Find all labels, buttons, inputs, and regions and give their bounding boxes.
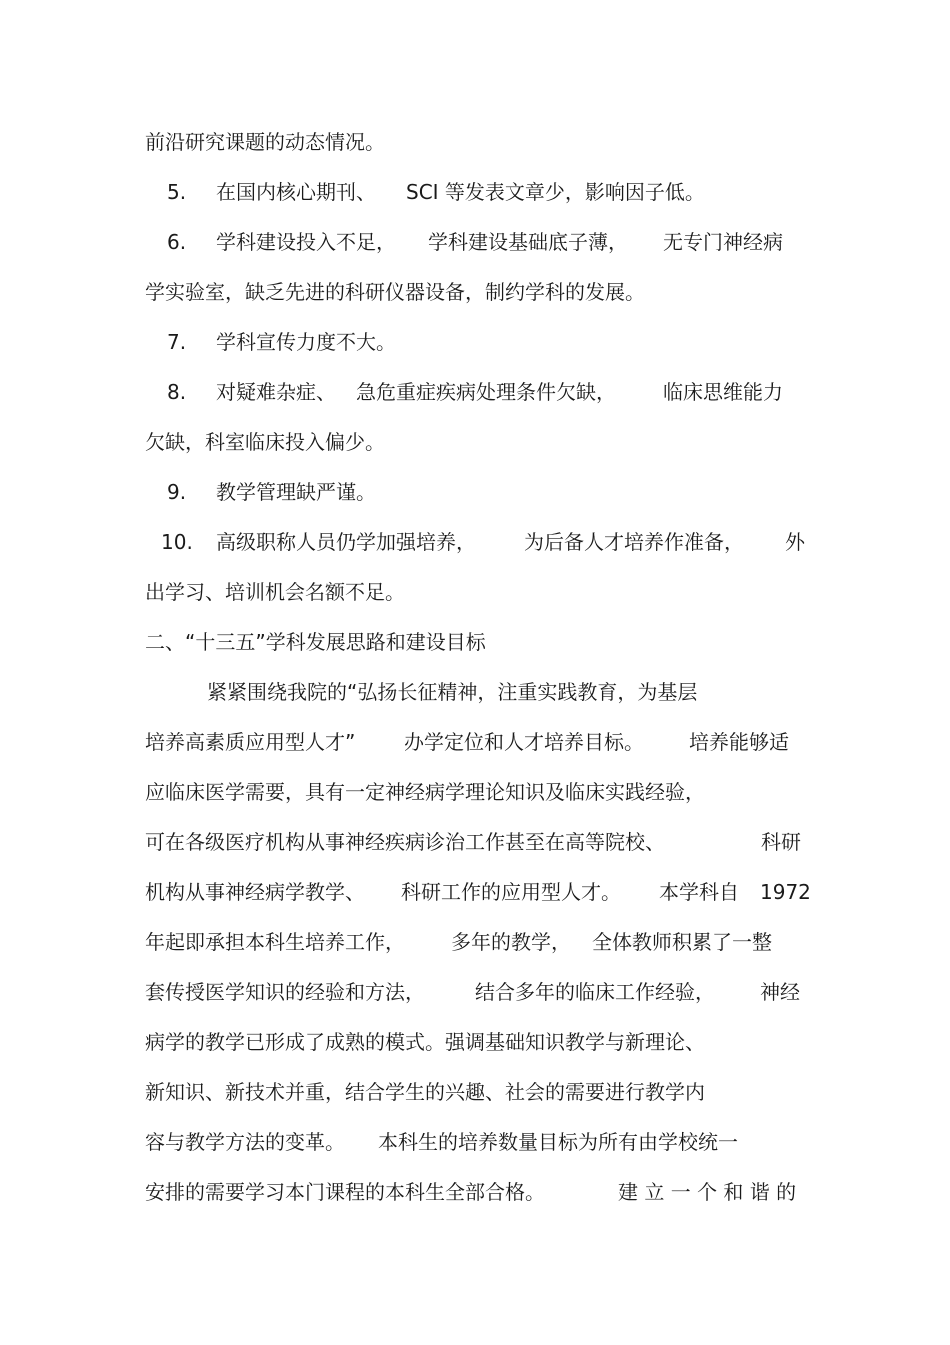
text: 机构从事神经病学教学、 <box>145 880 365 904</box>
text-line <box>145 778 815 806</box>
text: 科研 <box>761 830 801 854</box>
text-line <box>145 828 815 856</box>
text: 本科生的培养数量目标为所有由学校统一 <box>378 1130 738 1154</box>
item-number: 9. <box>167 480 187 504</box>
text-line <box>145 128 815 156</box>
text-line <box>145 928 815 956</box>
list-item <box>145 378 815 406</box>
text-line <box>145 1178 815 1206</box>
text: 培养能够适 <box>689 730 789 754</box>
item-number: 10. <box>161 530 193 554</box>
text: 结合多年的临床工作经验， <box>475 980 715 1004</box>
text: 欠缺，科室临床投入偏少。 <box>145 430 385 454</box>
text: 前沿研究课题的动态情况。 <box>145 130 385 154</box>
text: 学实验室，缺乏先进的科研仪器设备，制约学科的发展。 <box>145 280 645 304</box>
text: 为后备人才培养作准备， <box>524 530 744 554</box>
text: 新知识、新技术并重，结合学生的兴趣、社会的需要进行教学内 <box>145 1080 705 1104</box>
text: 建 立 一 个 和 谐 的 <box>618 1180 797 1204</box>
text: 出学习、培训机会名额不足。 <box>145 580 405 604</box>
text: 急危重症疾病处理条件欠缺， <box>356 380 616 404</box>
text-line <box>145 878 815 906</box>
list-item <box>145 328 815 356</box>
text: 1972 <box>760 880 811 904</box>
list-item <box>145 528 815 556</box>
text-line <box>145 678 815 706</box>
list-item <box>145 228 815 256</box>
text: 紧紧围绕我院的“弘扬长征精神，注重实践教育，为基层 <box>207 680 698 704</box>
list-item <box>145 178 815 206</box>
text: 神经 <box>760 980 800 1004</box>
item-number: 7. <box>167 330 187 354</box>
text-line <box>145 428 815 456</box>
text-line <box>145 978 815 1006</box>
text-line <box>145 1078 815 1106</box>
text: 容与教学方法的变革。 <box>145 1130 345 1154</box>
text-line <box>145 1128 815 1156</box>
text: 教学管理缺严谨。 <box>216 480 376 504</box>
text: 学科宣传力度不大。 <box>216 330 396 354</box>
text: 病学的教学已形成了成熟的模式。强调基础知识教学与新理论、 <box>145 1030 705 1054</box>
text: 全体教师积累了一整 <box>592 930 772 954</box>
text-line <box>145 578 815 606</box>
text: 高级职称人员仍学加强培养， <box>216 530 476 554</box>
text: 科研工作的应用型人才。 <box>401 880 621 904</box>
text: 多年的教学， <box>451 930 571 954</box>
text: 本学科自 <box>659 880 739 904</box>
text-line <box>145 1028 815 1056</box>
item-number: 8. <box>167 380 187 404</box>
text: 二、“十三五”学科发展思路和建设目标 <box>145 630 486 654</box>
text: 办学定位和人才培养目标。 <box>404 730 644 754</box>
list-item <box>145 478 815 506</box>
text: 学科建设投入不足， <box>216 230 396 254</box>
text: 无专门神经病 <box>663 230 783 254</box>
text: 可在各级医疗机构从事神经疾病诊治工作甚至在高等院校、 <box>145 830 665 854</box>
item-number: 5. <box>167 180 187 204</box>
text: 培养高素质应用型人才” <box>145 730 356 754</box>
text-line <box>145 278 815 306</box>
text: 年起即承担本科生培养工作， <box>145 930 405 954</box>
text: SCI 等发表文章少，影响因子低。 <box>406 180 705 204</box>
item-number: 6. <box>167 230 187 254</box>
text: 学科建设基础底子薄， <box>428 230 628 254</box>
text: 安排的需要学习本门课程的本科生全部合格。 <box>145 1180 545 1204</box>
text: 对疑难杂症、 <box>216 380 336 404</box>
text: 在国内核心期刊、 <box>216 180 376 204</box>
text: 套传授医学知识的经验和方法， <box>145 980 425 1004</box>
text: 外 <box>785 530 805 554</box>
section-heading <box>145 628 815 656</box>
text: 临床思维能力 <box>663 380 783 404</box>
text: 应临床医学需要，具有一定神经病学理论知识及临床实践经验， <box>145 780 705 804</box>
text-line <box>145 728 815 756</box>
